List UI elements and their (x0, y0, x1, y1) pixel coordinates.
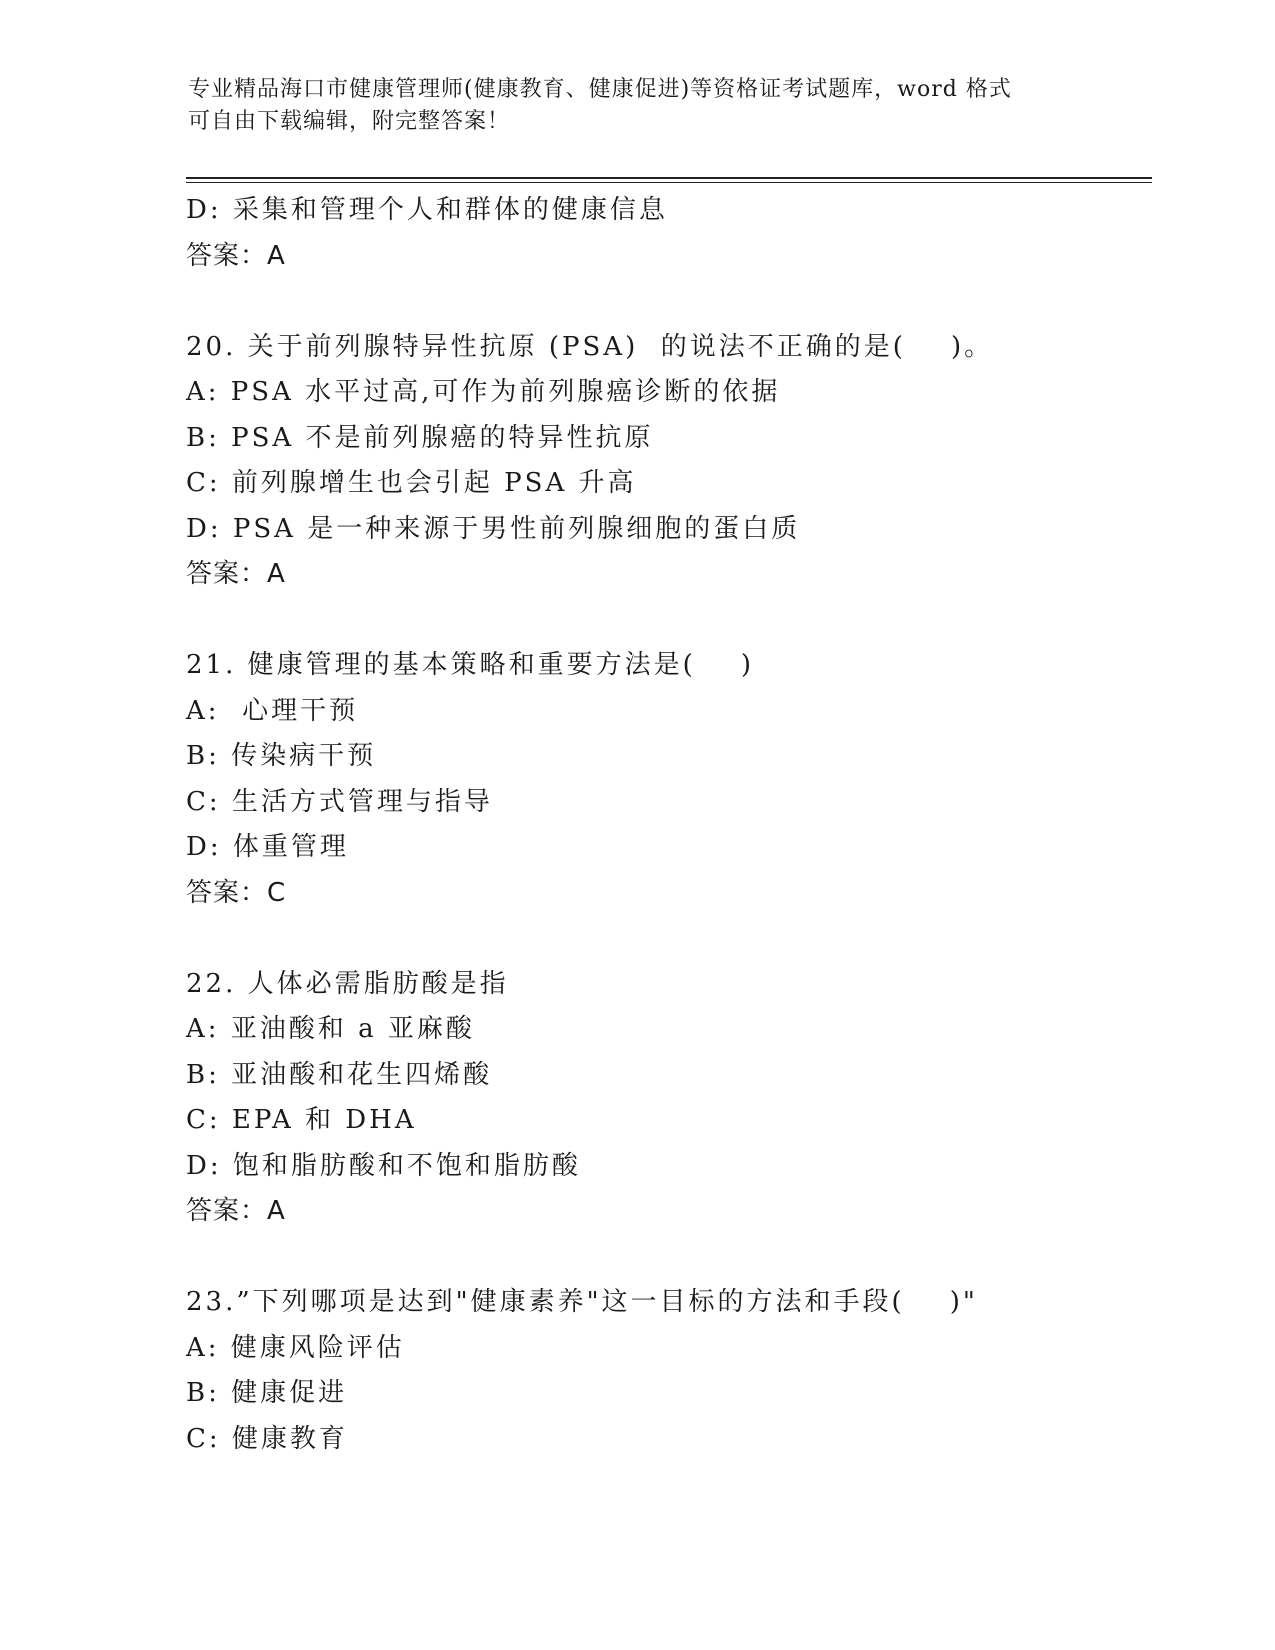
option-c: C: 生活方式管理与指导 (186, 786, 493, 817)
question-text: 23.”下列哪项是达到"健康素养"这一目标的方法和手段( )" (186, 1287, 978, 1317)
header-line-1: 专业精品海口市健康管理师(健康教育、健康促进)等资格证考试题库，word 格式 (188, 77, 1012, 102)
option-d: D: 饱和脂肪酸和不饱和脂肪酸 (186, 1150, 581, 1181)
question-text: 22. 人体必需脂肪酸是指 (186, 968, 509, 999)
header-divider-thin (186, 182, 1152, 183)
question-text: 21. 健康管理的基本策略和重要方法是( ) (186, 650, 754, 680)
option-d: D: 采集和管理个人和群体的健康信息 (186, 195, 668, 225)
answer: 答案：A (186, 1196, 286, 1226)
option-a: A: 亚油酸和 a 亚麻酸 (186, 1014, 475, 1044)
option-b: B: 亚油酸和花生四烯酸 (186, 1059, 493, 1090)
option-a: A: PSA 水平过高,可作为前列腺癌诊断的依据 (186, 377, 781, 407)
option-b: B: 健康促进 (186, 1378, 348, 1408)
header-line-2: 可自由下载编辑，附完整答案！ (188, 109, 511, 134)
question-20 (186, 325, 1146, 598)
document-header (188, 74, 1088, 138)
option-b: B: PSA 不是前列腺癌的特异性抗原 (186, 422, 654, 453)
answer: 答案：A (186, 240, 286, 271)
option-c: C: 健康教育 (186, 1423, 348, 1454)
question-22 (186, 962, 1146, 1235)
answer: 答案：C (186, 877, 287, 908)
answer: 答案：A (186, 559, 286, 589)
question-19-tail (186, 188, 1146, 279)
question-23 (186, 1280, 1146, 1462)
option-a: A: 心理干预 (186, 695, 359, 726)
option-b: B: 传染病干预 (186, 741, 377, 771)
question-21 (186, 643, 1146, 916)
option-c: C: EPA 和 DHA (186, 1105, 417, 1135)
question-text: 20. 关于前列腺特异性抗原 (PSA) 的说法不正确的是( )。 (186, 331, 994, 362)
option-d: D: PSA 是一种来源于男性前列腺细胞的蛋白质 (186, 513, 801, 544)
question-list (186, 188, 1146, 1462)
option-d: D: 体重管理 (186, 832, 349, 862)
option-a: A: 健康风险评估 (186, 1332, 405, 1363)
option-c: C: 前列腺增生也会引起 PSA 升高 (186, 468, 637, 498)
header-divider-thick (186, 177, 1152, 179)
